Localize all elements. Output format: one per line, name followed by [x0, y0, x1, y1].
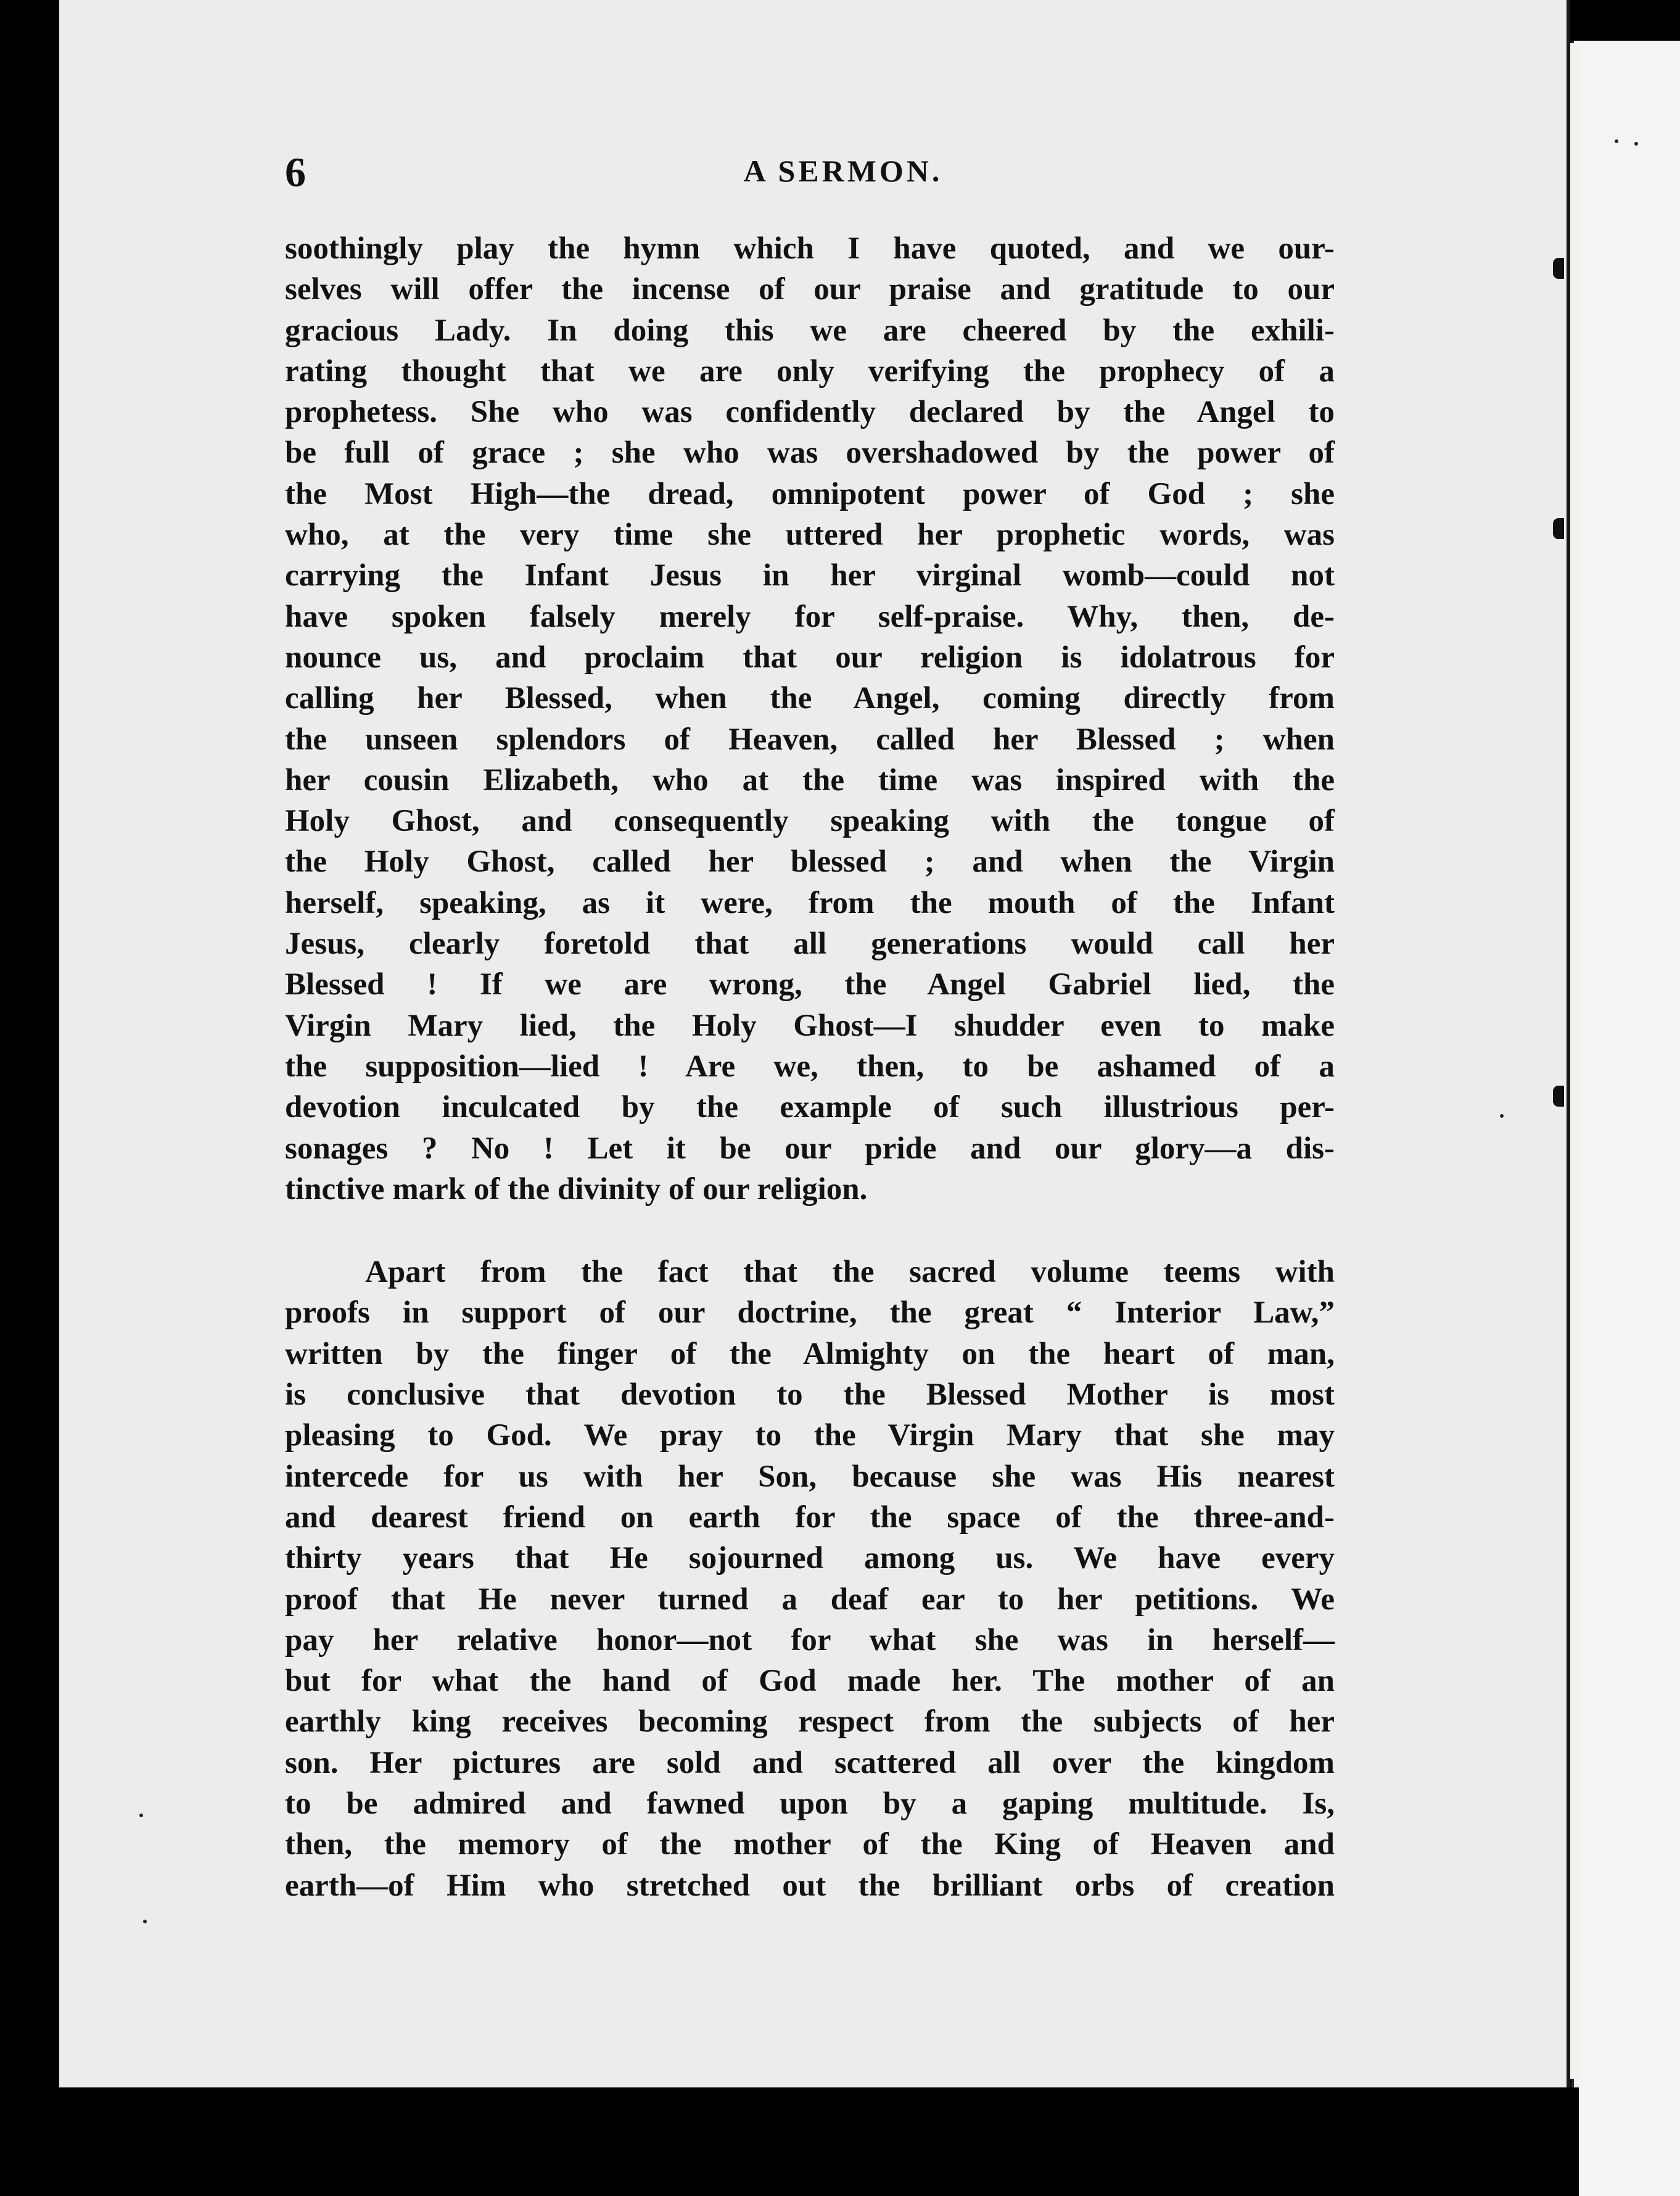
- scan-bottom-border: [0, 2087, 1579, 2196]
- text-line: is conclusive that devotion to the Blessed Mother is most: [285, 1377, 1335, 1413]
- text-line: proof that He never turned a deaf ear to her petitions. We: [285, 1582, 1335, 1617]
- text-line: who, at the very time she uttered her prophetic words, was: [285, 518, 1335, 553]
- text-line: the unseen splendors of Heaven, called her Blessed ; when: [285, 722, 1335, 757]
- running-head: A SERMON.: [743, 154, 943, 188]
- scan-speck: [143, 1920, 147, 1923]
- text-line: tinctive mark of the divinity of our religion.: [285, 1171, 868, 1207]
- text-line: the Holy Ghost, called her blessed ; and when the Virgin: [285, 844, 1335, 880]
- text-line: earth—of Him who stretched out the brilliant orbs of creation: [285, 1868, 1335, 1903]
- text-line: and dearest friend on earth for the space of the three-and-: [285, 1500, 1335, 1535]
- binding-mark: [1553, 258, 1564, 279]
- text-line: but for what the hand of God made her. The mother of an: [285, 1664, 1335, 1699]
- paragraph: [285, 1252, 1335, 1906]
- text-line: devotion inculcated by the example of such illustrious per-: [285, 1090, 1335, 1125]
- text-line: pay her relative honor—not for what she was in herself—: [285, 1622, 1335, 1657]
- text-line: selves will offer the incense of our praise and gratitude to our: [285, 272, 1335, 307]
- text-line: rating thought that we are only verifying the prophecy of a: [285, 353, 1335, 389]
- text-line: carrying the Infant Jesus in her virginal womb—could not: [285, 558, 1335, 593]
- scan-speck: [1615, 139, 1618, 143]
- text-line: the supposition—lied ! Are we, then, to be ashamed of a: [285, 1049, 1335, 1084]
- text-line: earthly king receives becoming respect from the subjects of her: [285, 1704, 1335, 1740]
- text-line: Virgin Mary lied, the Holy Ghost—I shudder even to make: [285, 1008, 1335, 1043]
- text-line: son. Her pictures are sold and scattered all over the kingdom: [285, 1745, 1335, 1780]
- text-line: soothingly play the hymn which I have quoted, and we our-: [285, 231, 1335, 266]
- text-line: prophetess. She who was confidently declared by the Angel to: [285, 395, 1335, 430]
- text-line: sonages ? No ! Let it be our pride and our glory—a dis-: [285, 1131, 1335, 1166]
- text-line: intercede for us with her Son, because she was His nearest: [285, 1459, 1335, 1494]
- facing-page-edge: [1571, 41, 1680, 2196]
- text-line: then, the memory of the mother of the King of Heaven and: [285, 1827, 1335, 1862]
- text-line: to be admired and fawned upon by a gaping multitude. Is,: [285, 1786, 1335, 1821]
- text-line: Blessed ! If we are wrong, the Angel Gabriel lied, the: [285, 967, 1335, 1002]
- paragraph-gap: [285, 1210, 1335, 1252]
- text-line: Jesus, clearly foretold that all generations would call her: [285, 927, 1335, 962]
- text-line: nounce us, and proclaim that our religion is idolatrous for: [285, 640, 1335, 675]
- body-text: [285, 228, 1335, 1906]
- page-header: [285, 148, 1333, 197]
- text-line: thirty years that He sojourned among us. We have every: [285, 1541, 1335, 1576]
- page-number: 6: [285, 149, 306, 196]
- scan-speck: [139, 1814, 143, 1817]
- scan-speck: [1634, 142, 1638, 146]
- text-line: Holy Ghost, and consequently speaking with the tongue of: [285, 804, 1335, 839]
- text-line: proofs in support of our doctrine, the great “ Interior Law,”: [285, 1295, 1335, 1331]
- text-line: have spoken falsely merely for self-praise. Why, then, de-: [285, 599, 1335, 634]
- text-line: be full of grace ; she who was overshadowed by the power of: [285, 435, 1335, 471]
- text-line: Apart from the fact that the sacred volume teems with: [365, 1255, 1335, 1290]
- text-line: pleasing to God. We pray to the Virgin Mary that she may: [285, 1418, 1335, 1453]
- paragraph: [285, 228, 1335, 1210]
- text-line: the Most High—the dread, omnipotent power of God ; she: [285, 476, 1335, 511]
- binding-mark: [1553, 1086, 1564, 1107]
- text-line: herself, speaking, as it were, from the mouth of the Infant: [285, 885, 1335, 920]
- text-line: gracious Lady. In doing this we are cheered by the exhili-: [285, 313, 1335, 348]
- text-line: written by the finger of the Almighty on the heart of man,: [285, 1336, 1335, 1371]
- text-line: calling her Blessed, when the Angel, coming directly from: [285, 681, 1335, 716]
- scan-speck: [1500, 1114, 1504, 1118]
- binding-mark: [1553, 518, 1564, 539]
- text-line: her cousin Elizabeth, who at the time was inspired with the: [285, 762, 1335, 798]
